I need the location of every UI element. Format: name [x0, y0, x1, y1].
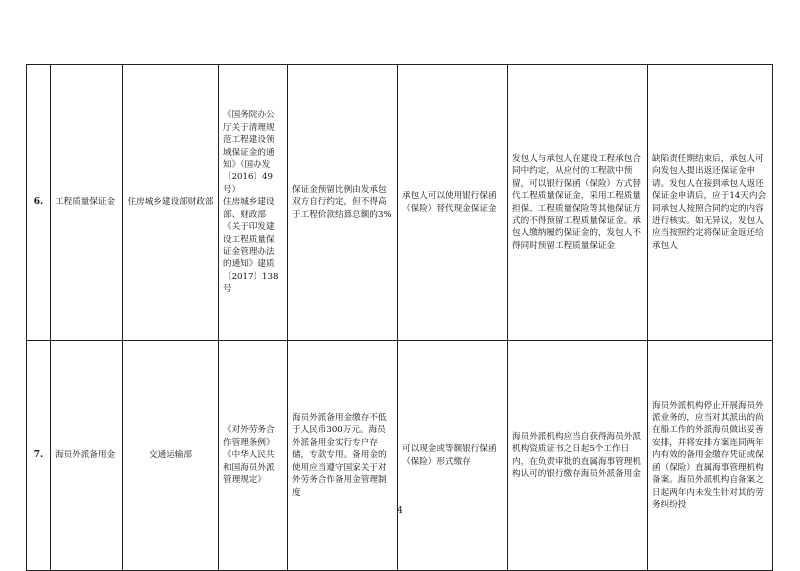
table-row: [27, 65, 773, 341]
requirements-table: [26, 64, 773, 571]
method-cell: 承包人可以使用银行保函（保险）替代现金保证金: [398, 65, 508, 341]
basis-cell: 《对外劳务合作管理条例》 《中华人民共和国海员外派管理规定》: [219, 341, 288, 571]
method-cell: 可以现金或等额银行保函（保险）形式缴存: [398, 341, 508, 571]
standard-cell: 保证金预留比例由发承包双方自行约定，但不得高于工程价款结算总额的3%: [288, 65, 398, 341]
table-row: [27, 341, 773, 571]
deposit-cell: 发包人与承包人在建设工程承包合同中约定，从应付的工程款中预留，可以银行保函（保险）方式替代工程质量保证金，采用工程质量担保、工程质量保险等其他保证方式的不得预留工程质量保证金。承包人缴纳履约保证金的，发包人不得同时预留工程质量保证金: [508, 65, 648, 341]
row-number: 7.: [27, 341, 51, 571]
standard-cell: 海员外派备用金缴存不低于人民币300万元。海员外派备用金实行专户存储，专款专用。备用金的使用应当遵守国家关于对外劳务合作备用金管理制度: [288, 341, 398, 571]
item-cell: 海员外派备用金: [51, 341, 123, 571]
item-cell: 工程质量保证金: [51, 65, 123, 341]
row-number: 6.: [27, 65, 51, 341]
refund-cell: 缺陷责任期结束后，承包人可向发包人提出返还保证金申请。发包人在接到承包人返还保证金申请后，应于14天内会同承包人按照合同约定的内容进行核实。如无异议，发包人应当按照约定将保证金返还给承包人: [648, 65, 773, 341]
basis-cell: 《国务院办公厅关于清理规范工程建设领域保证金的通知》（国办发〔2016〕49号） 住房城乡建设部、财政部《关于印发建设工程质量保证金管理办法的通知》建质〔2017〕138号: [219, 65, 288, 341]
refund-cell: 海员外派机构停止开展海员外派业务的，应当对其派出的尚在船工作的外派海员做出妥善安排，并将安排方案连同两年内有效的备用金缴存凭证或保函（保险）直属海事管理机构备案。海员外派机构自备案之日起两年内未发生针对其的劳务纠纷投: [648, 341, 773, 571]
page-number: 4: [397, 506, 403, 516]
deposit-cell: 海员外派机构应当自获得海员外派机构资质证书之日起5个工作日内，在负责审批的直属海事管理机构认可的银行缴存海员外派备用金: [508, 341, 648, 571]
department-cell: 交通运输部: [123, 341, 219, 571]
department-cell: 住房城乡建设部财政部: [123, 65, 219, 341]
